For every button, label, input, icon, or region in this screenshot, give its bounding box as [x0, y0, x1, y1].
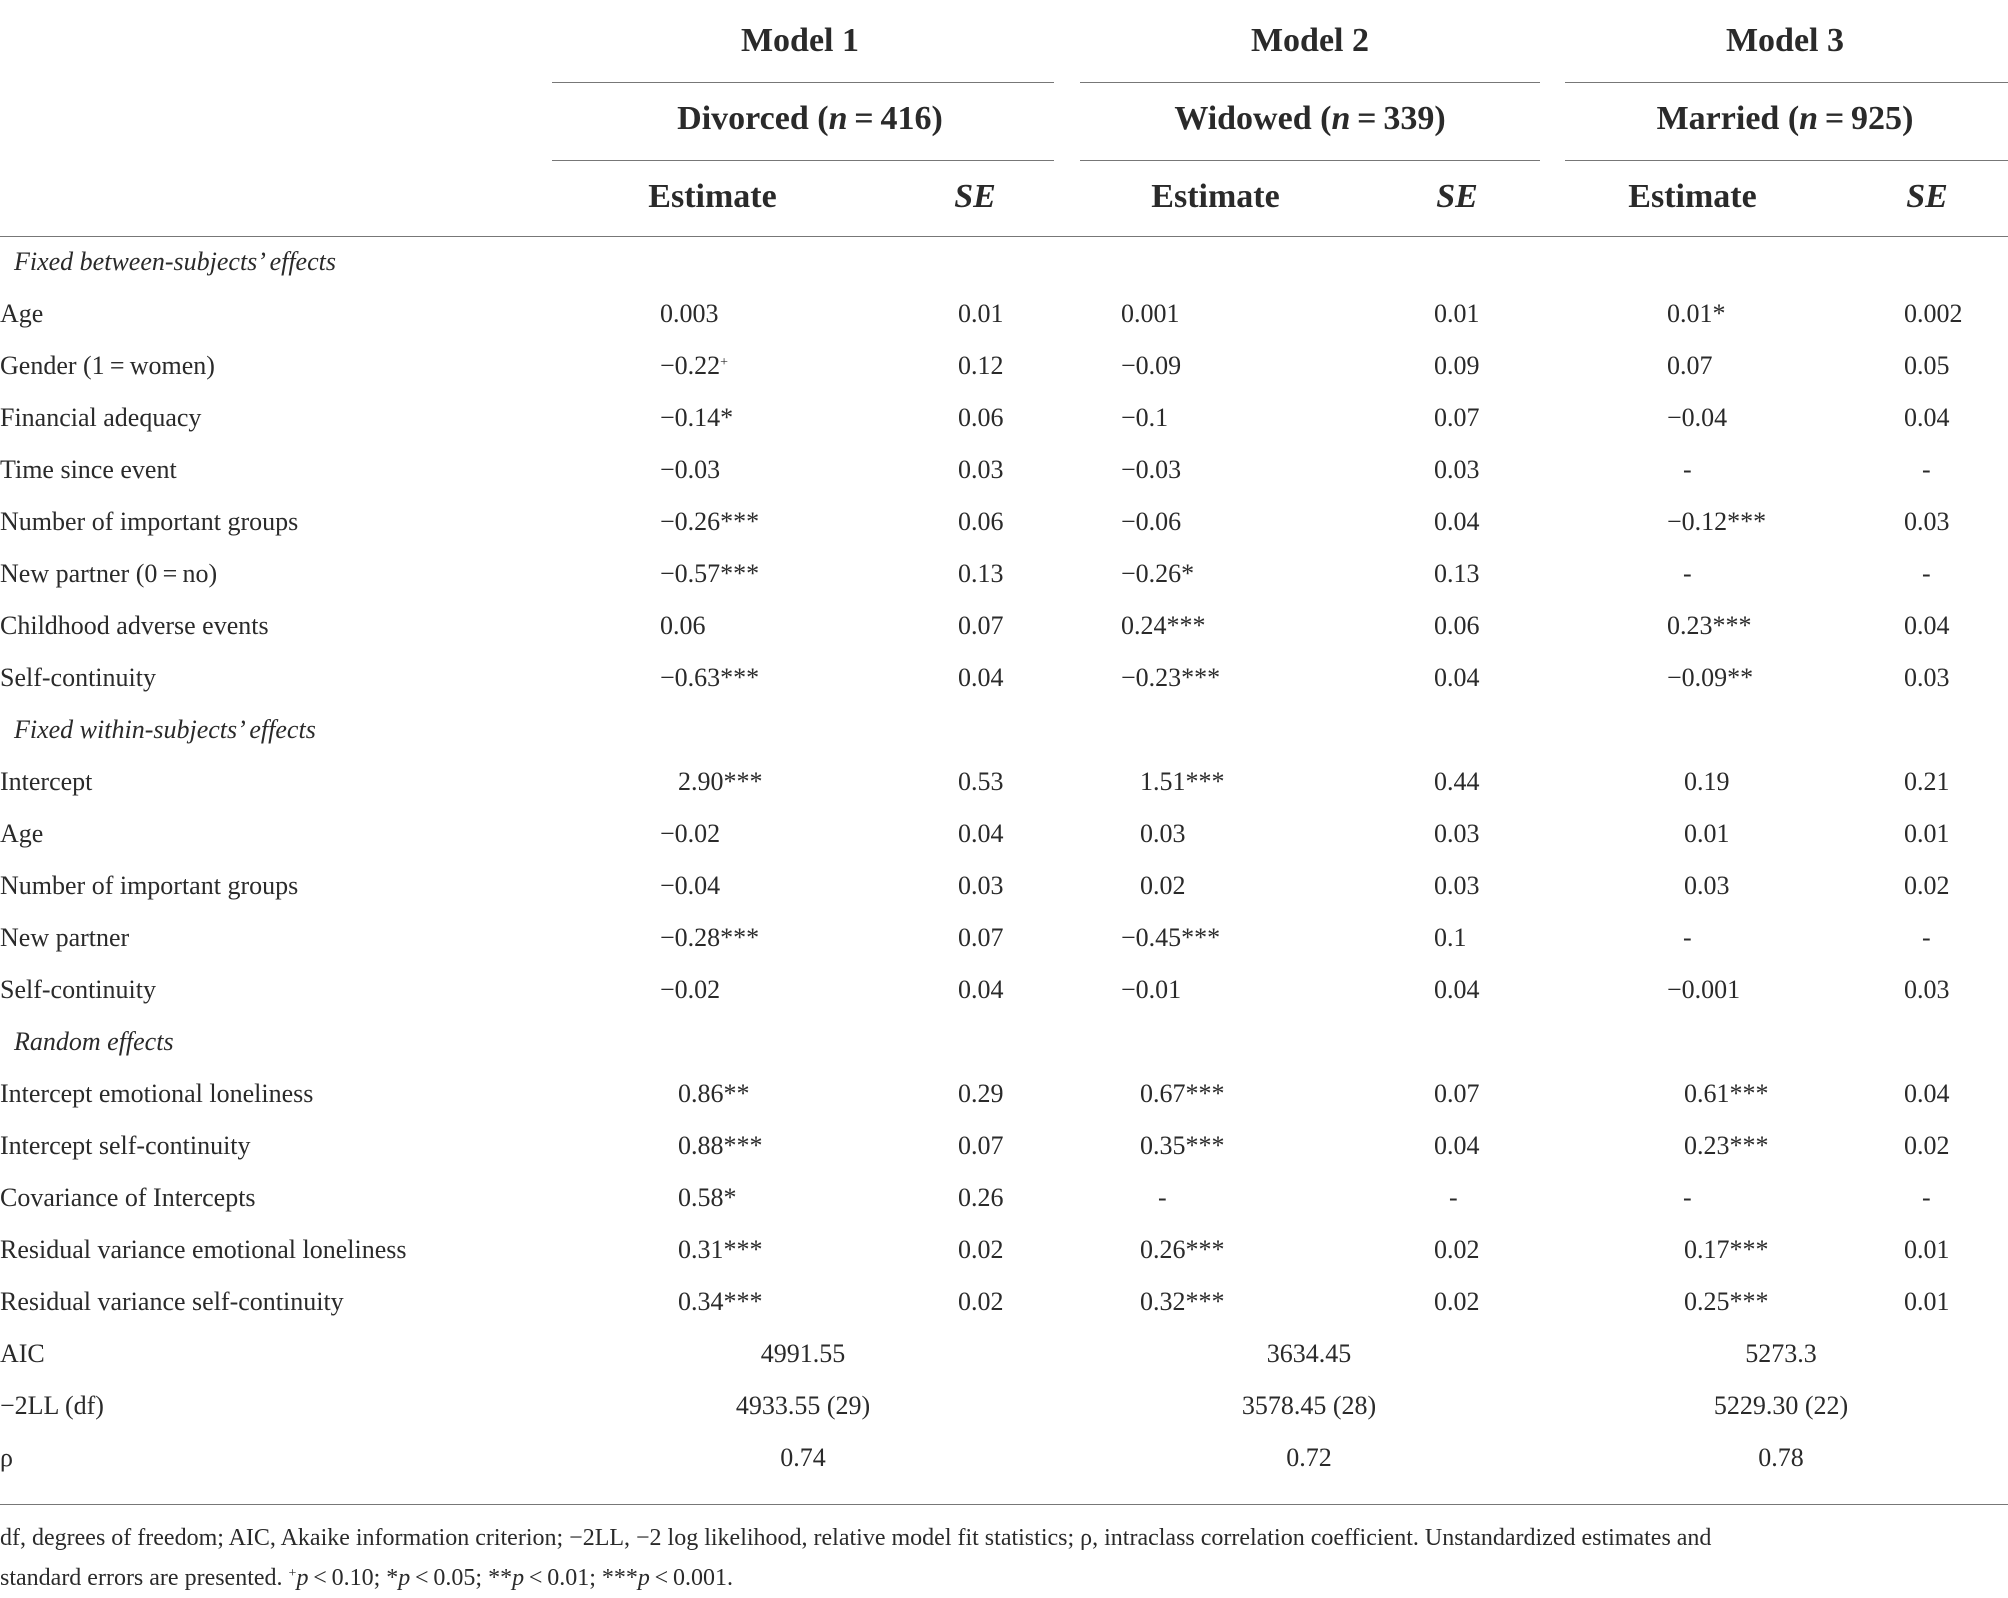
cell: 0.32***	[1140, 1287, 1225, 1316]
cell: −0.63***	[660, 663, 760, 692]
table-row	[0, 548, 2008, 600]
cell: 0.01	[1434, 299, 1480, 328]
table-row	[0, 288, 2008, 340]
cell: −0.01	[1121, 975, 1182, 1004]
cell: −0.09**	[1667, 663, 1754, 692]
row-label: Intercept	[0, 767, 93, 796]
cell: 0.03	[1904, 507, 1950, 536]
cell: −0.09	[1121, 351, 1182, 380]
cell: 0.01	[958, 299, 1004, 328]
cell: 0.04	[1904, 1079, 1950, 1108]
row-label: AIC	[0, 1339, 45, 1368]
row-label: Time since event	[0, 455, 177, 484]
cell: 0.03	[958, 455, 1004, 484]
row-label: Intercept emotional loneliness	[0, 1079, 314, 1108]
table-row	[0, 1276, 2008, 1328]
fit-row-2ll	[0, 1380, 2008, 1432]
table-bottom-rule	[0, 1504, 2008, 1505]
cell: 0.04	[958, 975, 1004, 1004]
cell: 5229.30 (22)	[1713, 1391, 1849, 1420]
cell: 0.03	[1434, 871, 1480, 900]
cell: −0.04	[1667, 403, 1728, 432]
cell: −0.02	[660, 819, 721, 848]
cell: 4991.55	[760, 1339, 846, 1368]
row-label: Childhood adverse events	[0, 611, 269, 640]
model-1-rule	[552, 82, 1054, 83]
row-label: −2LL (df)	[0, 1391, 104, 1420]
cell: 0.04	[1434, 1131, 1480, 1160]
row-label: Age	[0, 299, 44, 328]
col-se-3: SE	[1906, 178, 1948, 215]
cell: 0.02	[958, 1235, 1004, 1264]
cell: 0.02	[1904, 1131, 1950, 1160]
cell: -	[1922, 559, 1931, 588]
cell: -	[1922, 923, 1931, 952]
table-row	[0, 496, 2008, 548]
footnote-line-2: standard errors are presented. +p < 0.10; *p < 0.05; **p < 0.01; ***p < 0.001.	[0, 1565, 734, 1591]
table-row	[0, 652, 2008, 704]
model-3-title: Model 3	[1725, 22, 1845, 59]
cell: 0.04	[958, 819, 1004, 848]
table-row	[0, 1120, 2008, 1172]
cell: 0.24***	[1121, 611, 1206, 640]
cell: −0.26*	[1121, 559, 1195, 588]
cell: −0.04	[660, 871, 721, 900]
cell: -	[1158, 1183, 1167, 1212]
cell: −0.12***	[1667, 507, 1767, 536]
model-3-rule-2	[1565, 160, 2008, 161]
cell: 0.35***	[1140, 1131, 1225, 1160]
cell: 0.04	[958, 663, 1004, 692]
cell: -	[1683, 1183, 1692, 1212]
row-label: Intercept self-continuity	[0, 1131, 251, 1160]
cell: 0.03	[1904, 975, 1950, 1004]
table-row	[0, 600, 2008, 652]
table-row	[0, 860, 2008, 912]
section-within	[0, 704, 2008, 756]
row-label: Residual variance emotional loneliness	[0, 1235, 407, 1264]
row-label: New partner	[0, 923, 130, 952]
cell: 0.002	[1904, 299, 1963, 328]
cell: 0.06	[958, 507, 1004, 536]
cell: 0.01	[1684, 819, 1730, 848]
row-label: Financial adequacy	[0, 403, 202, 432]
cell: -	[1683, 559, 1692, 588]
cell: 0.1	[1434, 923, 1467, 952]
cell: 0.07	[1434, 1079, 1480, 1108]
row-label: Number of important groups	[0, 507, 299, 536]
cell: 0.78	[1758, 1443, 1804, 1472]
cell: 0.03	[958, 871, 1004, 900]
cell: 0.13	[1434, 559, 1480, 588]
cell: 0.02	[1904, 871, 1950, 900]
row-label: Number of important groups	[0, 871, 299, 900]
cell: 0.07	[958, 923, 1004, 952]
cell: 0.44	[1434, 767, 1480, 796]
model-2-group: Widowed (n = 339)	[1174, 100, 1446, 137]
model-1-group: Divorced (n = 416)	[677, 100, 943, 137]
cell: 4933.55 (29)	[735, 1391, 871, 1420]
cell: −0.03	[660, 455, 721, 484]
cell: 0.86**	[678, 1079, 750, 1108]
cell: 0.03	[1684, 871, 1730, 900]
fit-row-rho	[0, 1432, 2008, 1484]
cell: −0.03	[1121, 455, 1182, 484]
section-between-label: Fixed between-subjects’ effects	[14, 247, 336, 276]
cell: 0.17***	[1684, 1235, 1769, 1264]
cell: 0.07	[1434, 403, 1480, 432]
cell: −0.22+	[660, 351, 729, 380]
table-row	[0, 756, 2008, 808]
cell: 0.001	[1121, 299, 1180, 328]
cell: −0.26***	[660, 507, 760, 536]
model-3-rule	[1565, 82, 2008, 83]
cell: 0.53	[958, 767, 1004, 796]
cell: 3634.45	[1266, 1339, 1352, 1368]
row-label: New partner (0 = no)	[0, 559, 218, 588]
cell: 0.01	[1904, 1235, 1950, 1264]
table-row	[0, 912, 2008, 964]
cell: 0.04	[1434, 663, 1480, 692]
cell: 0.07	[1667, 351, 1713, 380]
cell: 0.02	[1140, 871, 1186, 900]
cell: −0.57***	[660, 559, 760, 588]
cell: 0.12	[958, 351, 1004, 380]
table-footnote	[0, 1518, 1990, 1598]
cell: 0.04	[1434, 507, 1480, 536]
table-row	[0, 392, 2008, 444]
row-label: Age	[0, 819, 44, 848]
model-1-rule-2	[552, 160, 1054, 161]
cell: 0.04	[1904, 611, 1950, 640]
table-row	[0, 1068, 2008, 1120]
cell: −0.28***	[660, 923, 760, 952]
cell: 0.02	[1434, 1235, 1480, 1264]
cell: 0.23***	[1684, 1131, 1769, 1160]
row-label: ρ	[0, 1443, 13, 1472]
cell: 0.58*	[678, 1183, 737, 1212]
col-estimate-2: Estimate	[1151, 178, 1280, 215]
cell: 0.23***	[1667, 611, 1752, 640]
cell: 0.03	[1904, 663, 1950, 692]
cell: 0.88***	[678, 1131, 763, 1160]
model-1-title: Model 1	[740, 22, 860, 59]
row-label: Self-continuity	[0, 975, 156, 1004]
cell: 0.03	[1434, 819, 1480, 848]
cell: 0.04	[1434, 975, 1480, 1004]
cell: 0.02	[1434, 1287, 1480, 1316]
cell: 0.06	[1434, 611, 1480, 640]
cell: 0.01	[1904, 819, 1950, 848]
cell: −0.02	[660, 975, 721, 1004]
table-row	[0, 340, 2008, 392]
model-2-rule-2	[1080, 160, 1540, 161]
model-3-group: Married (n = 925)	[1656, 100, 1914, 137]
col-se-2: SE	[1436, 178, 1478, 215]
section-between	[0, 236, 2008, 288]
model-2-title: Model 2	[1250, 22, 1370, 59]
cell: 0.06	[660, 611, 706, 640]
model-2-rule	[1080, 82, 1540, 83]
cell: 0.05	[1904, 351, 1950, 380]
cell: 0.67***	[1140, 1079, 1225, 1108]
cell: 0.19	[1684, 767, 1730, 796]
cell: -	[1922, 1183, 1931, 1212]
cell: −0.001	[1667, 975, 1741, 1004]
cell: 0.34***	[678, 1287, 763, 1316]
row-label: Self-continuity	[0, 663, 156, 692]
section-within-label: Fixed within-subjects’ effects	[14, 715, 316, 744]
col-estimate-1: Estimate	[648, 178, 777, 215]
table-row	[0, 964, 2008, 1016]
cell: −0.14*	[660, 403, 734, 432]
cell: −0.1	[1121, 403, 1169, 432]
table-row	[0, 1224, 2008, 1276]
table-row	[0, 444, 2008, 496]
col-estimate-3: Estimate	[1628, 178, 1757, 215]
cell: 0.26	[958, 1183, 1004, 1212]
cell: -	[1922, 455, 1931, 484]
footnote-line-1: df, degrees of freedom; AIC, Akaike information criterion; −2LL, −2 log likelihood, relative model fit statistics; ρ, intraclass correlation coefficient. Unstandardized estimates and	[0, 1525, 1712, 1551]
cell: −0.45***	[1121, 923, 1221, 952]
cell: 0.26***	[1140, 1235, 1225, 1264]
cell: 0.07	[958, 611, 1004, 640]
cell: 0.21	[1904, 767, 1950, 796]
cell: 0.03	[1140, 819, 1186, 848]
cell: 1.51***	[1140, 767, 1225, 796]
cell: 2.90***	[678, 767, 763, 796]
section-random-label: Random effects	[14, 1027, 174, 1056]
cell: 0.29	[958, 1079, 1004, 1108]
cell: -	[1449, 1183, 1458, 1212]
cell: 3578.45 (28)	[1241, 1391, 1377, 1420]
cell: 0.31***	[678, 1235, 763, 1264]
table-row	[0, 808, 2008, 860]
table-row	[0, 1172, 2008, 1224]
cell: 0.07	[958, 1131, 1004, 1160]
col-se-1: SE	[954, 178, 996, 215]
row-label: Covariance of Intercepts	[0, 1183, 256, 1212]
cell: 0.74	[780, 1443, 826, 1472]
cell: 0.01	[1904, 1287, 1950, 1316]
row-label: Gender (1 = women)	[0, 351, 215, 380]
cell: 0.72	[1286, 1443, 1332, 1472]
cell: 0.09	[1434, 351, 1480, 380]
cell: 0.61***	[1684, 1079, 1769, 1108]
cell: -	[1683, 923, 1692, 952]
cell: 0.03	[1434, 455, 1480, 484]
cell: 0.25***	[1684, 1287, 1769, 1316]
cell: 0.06	[958, 403, 1004, 432]
section-random	[0, 1016, 2008, 1068]
cell: 0.13	[958, 559, 1004, 588]
row-label: Residual variance self-continuity	[0, 1287, 344, 1316]
cell: 0.01*	[1667, 299, 1726, 328]
cell: -	[1683, 455, 1692, 484]
cell: 0.02	[958, 1287, 1004, 1316]
cell: 0.003	[660, 299, 719, 328]
cell: −0.23***	[1121, 663, 1221, 692]
cell: 5273.3	[1745, 1339, 1817, 1368]
cell: −0.06	[1121, 507, 1182, 536]
fit-row-aic	[0, 1328, 2008, 1380]
cell: 0.04	[1904, 403, 1950, 432]
